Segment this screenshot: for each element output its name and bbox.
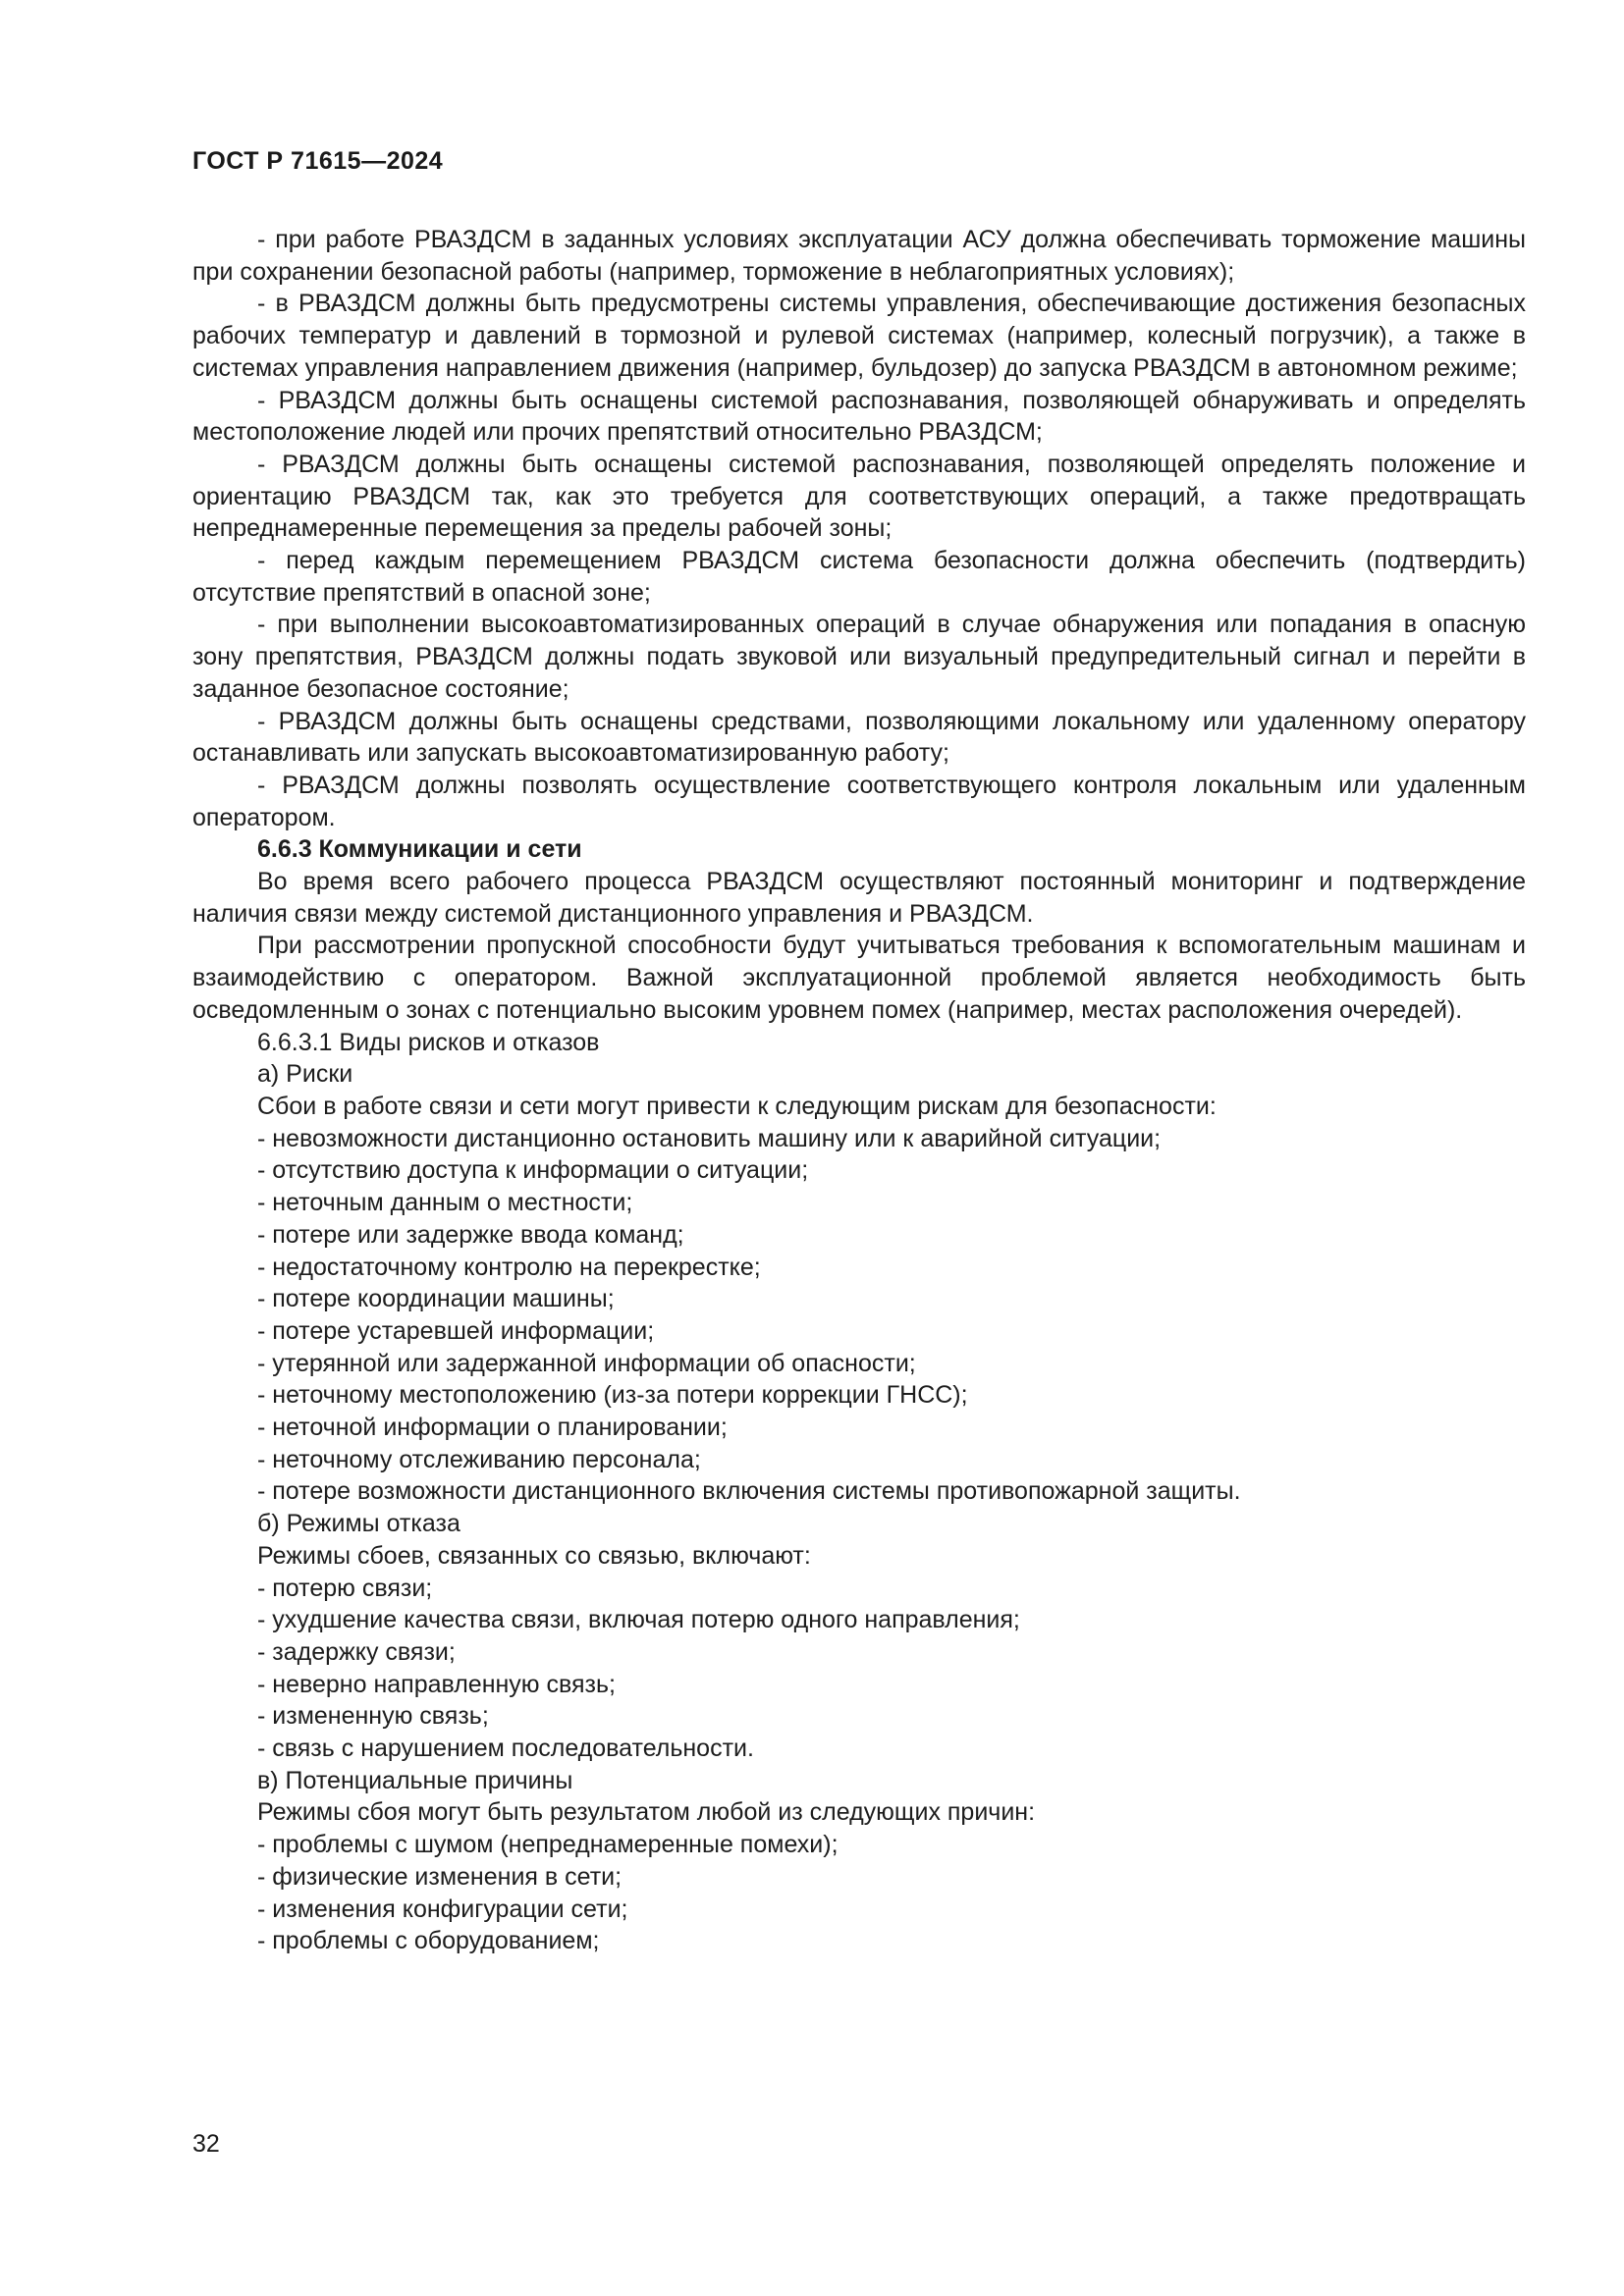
document-header: ГОСТ Р 71615—2024	[192, 147, 444, 175]
causes-intro: Режимы сбоя могут быть результатом любой из следующих причин:	[257, 1798, 1036, 1827]
list-item: - невозможности дистанционно остановить машину или к аварийной ситуации;	[257, 1124, 1162, 1152]
list-item: - физические изменения в сети;	[257, 1862, 623, 1891]
list-item: - неточным данным о местности;	[257, 1189, 633, 1217]
requirement-paragraph: - перед каждым перемещением РВАЗДСМ система безопасности должна обеспечить (подтвердить) отсутствие препятствий в опасной зоне;	[192, 547, 1526, 607]
list-item: - неточному местоположению (из-за потери коррекции ГНСС);	[257, 1381, 968, 1410]
requirement-paragraph: - при работе РВАЗДСМ в заданных условиях эксплуатации АСУ должна обеспечивать торможение машины при сохранении безопасной работы (например, торможение в неблагоприятных условиях);	[192, 226, 1526, 286]
risk-failure-section	[192, 1027, 1526, 1957]
list-item: - потере устаревшей информации;	[257, 1316, 655, 1345]
list-item: - измененную связь;	[257, 1702, 489, 1731]
requirement-paragraph: - РВАЗДСМ должны быть оснащены системой распознавания, позволяющей определять положение и ориентацию РВАЗДСМ так, как это требуется для соответствующих операций, а также предотвращать непреднамеренные перемещения за пределы рабочей зоны;	[192, 450, 1526, 543]
list-item: - утерянной или задержанной информации об опасности;	[257, 1349, 916, 1377]
risks-intro: Сбои в работе связи и сети могут привести к следующим рискам для безопасности:	[257, 1092, 1217, 1120]
section-paragraph: Во время всего рабочего процесса РВАЗДСМ осуществляют постоянный мониторинг и подтверждение наличия связи между системой дистанционного управления и РВАЗДСМ.	[192, 868, 1526, 928]
document-body	[192, 224, 1526, 1957]
list-item: - потере возможности дистанционного включения системы противопожарной защиты.	[257, 1477, 1241, 1506]
requirement-paragraph: - в РВАЗДСМ должны быть предусмотрены системы управления, обеспечивающие достижения безопасных рабочих температур и давлений в тормозной и рулевой системах (например, колесный погрузчик), а также в системах управления направлением движения (например, бульдозер) до запуска РВАЗДСМ в автономном режиме;	[192, 290, 1526, 382]
list-item: - проблемы с оборудованием;	[257, 1927, 600, 1955]
failure-modes-label: б) Режимы отказа	[257, 1510, 460, 1538]
requirement-paragraph: - при выполнении высокоавтоматизированных операций в случае обнаружения или попадания в опасную зону препятствия, РВАЗДСМ должны подать звуковой или визуальный предупредительный сигнал и перейти в заданное безопасное состояние;	[192, 611, 1526, 703]
requirement-paragraph: - РВАЗДСМ должны быть оснащены системой распознавания, позволяющей обнаруживать и определять местоположение людей или прочих препятствий относительно РВАЗДСМ;	[192, 386, 1526, 447]
list-item: - недостаточному контролю на перекрестке;	[257, 1253, 761, 1281]
requirement-paragraph: - РВАЗДСМ должны позволять осуществление соответствующего контроля локальным или удаленным оператором.	[192, 771, 1526, 831]
requirement-paragraph: - РВАЗДСМ должны быть оснащены средствами, позволяющими локальному или удаленному оператору останавливать или запускать высокоавтоматизированную работу;	[192, 707, 1526, 768]
list-item: - потере координации машины;	[257, 1285, 615, 1313]
list-item: - связь с нарушением последовательности.	[257, 1735, 754, 1763]
list-item: - неточной информации о планировании;	[257, 1414, 728, 1442]
list-item: - ухудшение качества связи, включая потерю одного направления;	[257, 1606, 1020, 1634]
section-heading: 6.6.3 Коммуникации и сети	[257, 835, 582, 864]
list-item: - потере или задержке ввода команд;	[257, 1220, 684, 1249]
list-item: - потерю связи;	[257, 1574, 433, 1602]
page-number: 32	[192, 2130, 220, 2158]
causes-label: в) Потенциальные причины	[257, 1766, 573, 1794]
section-paragraph: При рассмотрении пропускной способности будут учитываться требования к вспомогательным машинам и взаимодействию с оператором. Важной эксплуатационной проблемой является необходимость быть осведомленным о зонах с потенциально высоким уровнем помех (например, местах расположения очередей).	[192, 932, 1526, 1024]
list-item: - неточному отслеживанию персонала;	[257, 1445, 701, 1473]
risks-label: а) Риски	[257, 1060, 353, 1089]
list-item: - неверно направленную связь;	[257, 1670, 616, 1698]
failure-modes-intro: Режимы сбоев, связанных со связью, включают:	[257, 1541, 811, 1570]
list-item: - проблемы с шумом (непреднамеренные помехи);	[257, 1831, 839, 1859]
list-item: - отсутствию доступа к информации о ситуации;	[257, 1156, 809, 1185]
subsection-title: 6.6.3.1 Виды рисков и отказов	[257, 1028, 600, 1056]
list-item: - задержку связи;	[257, 1637, 456, 1666]
list-item: - изменения конфигурации сети;	[257, 1895, 628, 1923]
